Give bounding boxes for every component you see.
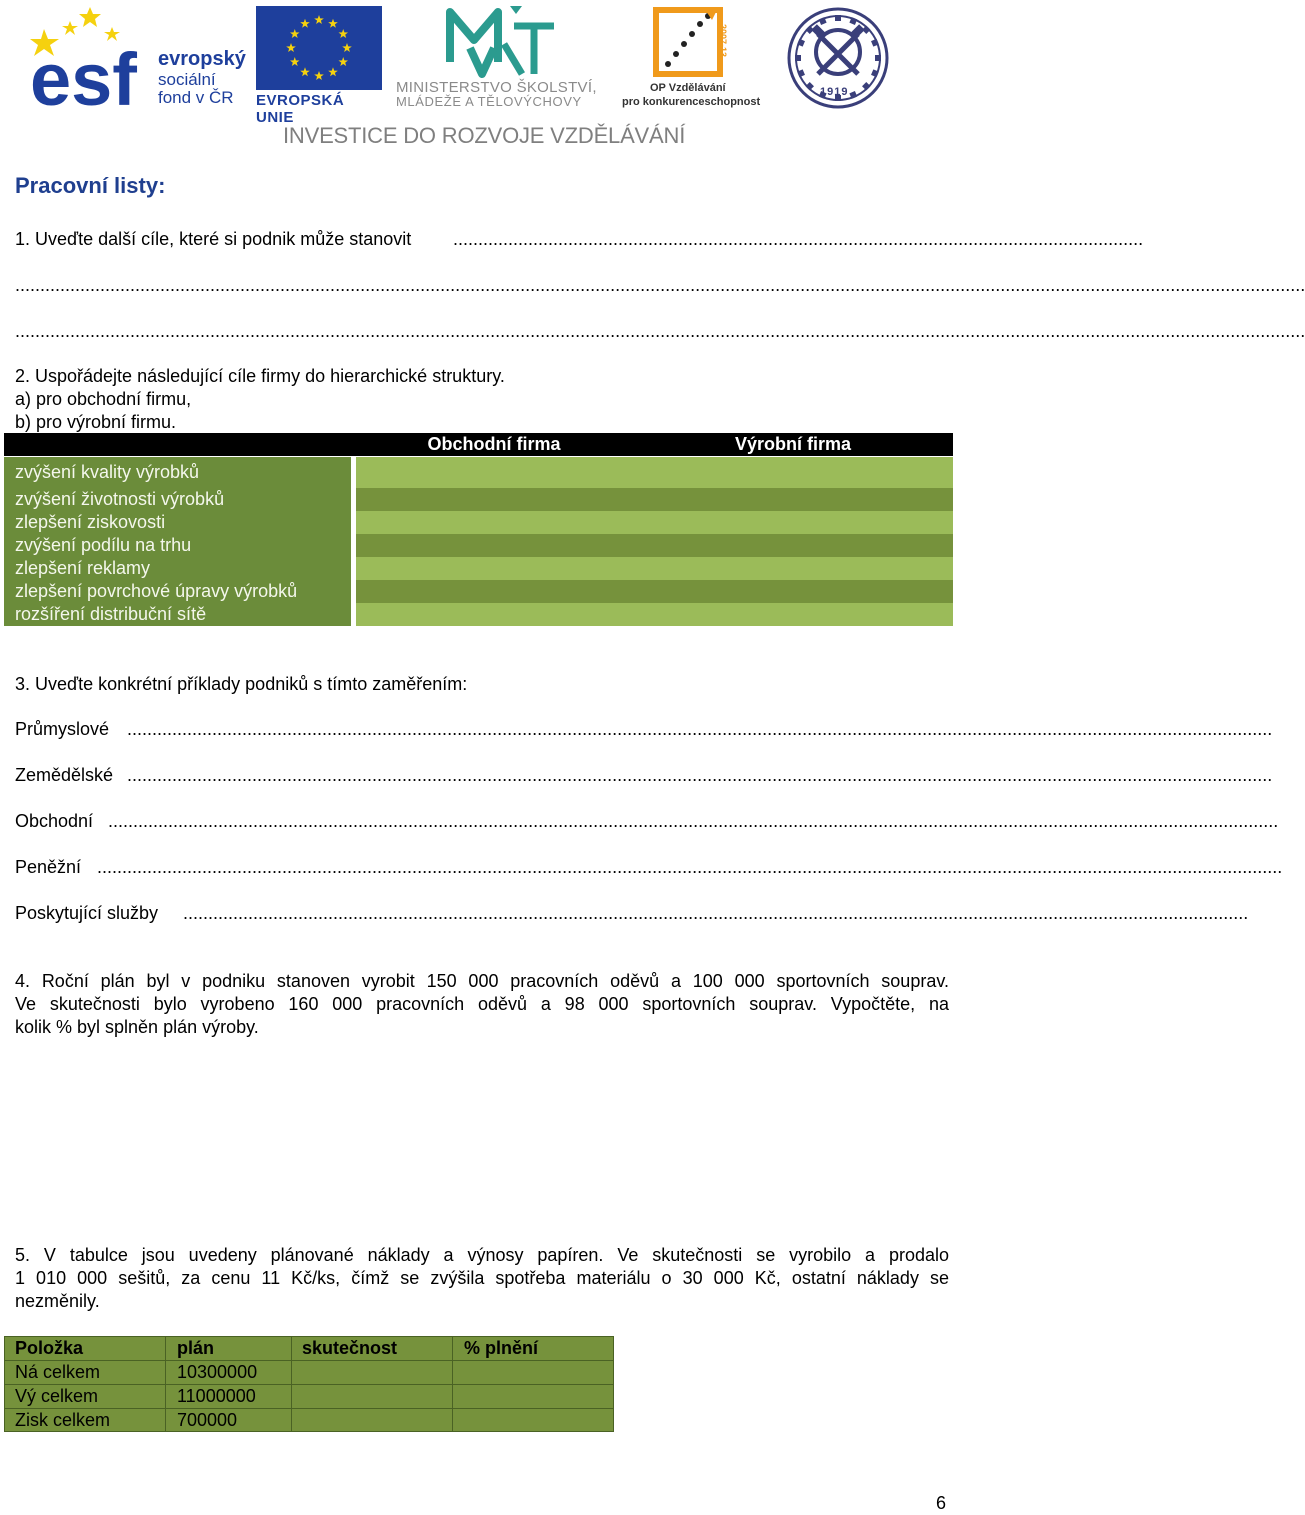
answer-line[interactable]: .................................................................................................................................................................................................................................................................. xyxy=(15,275,1305,295)
answer-line[interactable]: .......................................................................................................................................... xyxy=(453,229,1144,249)
question-2-a: a) pro obchodní firmu, xyxy=(15,389,192,409)
question-4-line: kolik % byl splněn plán výroby. xyxy=(15,1017,259,1037)
star-icon xyxy=(339,57,349,66)
question-2-text: 2. Uspořádejte následující cíle firmy do hierarchické struktury. xyxy=(15,366,505,386)
gear-tooth-icon xyxy=(862,82,870,90)
answer-row[interactable] xyxy=(356,511,953,534)
esf-line2: sociální xyxy=(158,70,216,89)
page-number: 6 xyxy=(936,1493,947,1513)
answer-line[interactable]: ..................................................................................................................................................................................................................................... xyxy=(127,719,1273,739)
sector-label: Poskytující služby xyxy=(15,903,159,923)
star-icon xyxy=(300,19,310,28)
column-header-obchodni: Obchodní firma xyxy=(427,434,561,454)
question-5-line: nezměnily. xyxy=(15,1291,100,1311)
star-icon xyxy=(290,29,300,38)
column-header-vyrobni: Výrobní firma xyxy=(734,434,852,454)
column-header-plneni: % plnění xyxy=(464,1338,539,1358)
esf-line3: fond v ČR xyxy=(158,88,234,107)
star-icon xyxy=(328,19,338,28)
question-5-line: 5. V tabulce jsou uvedeny plánované náklady a výnosy papíren. Ve skutečnosti se vyrobilo a prodalo xyxy=(15,1245,949,1265)
table-cell: Vý celkem xyxy=(15,1386,99,1406)
answer-cell[interactable] xyxy=(453,1361,613,1384)
goal-item: zlepšení ziskovosti xyxy=(15,512,166,532)
seal-year: 1919 xyxy=(820,86,849,98)
eu-flag-icon xyxy=(256,6,382,90)
page-title: Pracovní listy: xyxy=(15,173,166,198)
table-cell: 700000 xyxy=(177,1410,238,1430)
star-icon xyxy=(290,57,300,66)
answer-line[interactable]: ............................................................................................................................................................................................................................................. xyxy=(97,857,1283,877)
star-icon xyxy=(328,67,338,76)
answer-line[interactable]: .................................................................................................................................................................................................................................................................. xyxy=(15,321,1305,341)
gear-tooth-icon xyxy=(875,55,881,61)
msmt-line1: MINISTERSTVO ŠKOLSTVÍ, xyxy=(396,79,597,96)
gear-tooth-icon xyxy=(795,55,801,61)
answer-row[interactable] xyxy=(356,488,953,511)
goal-item: zlepšení povrchové úpravy výrobků xyxy=(15,581,298,601)
op-line1: OP Vzdělávání xyxy=(650,82,726,94)
table-cell: Zisk celkem xyxy=(15,1410,111,1430)
star-icon xyxy=(314,71,324,80)
question-1-text: 1. Uveďte další cíle, které si podnik může stanovit xyxy=(15,229,412,249)
goal-item: rozšíření distribuční sítě xyxy=(15,604,207,624)
star-icon xyxy=(314,15,324,24)
answer-row[interactable] xyxy=(356,557,953,580)
esf-line1: evropský xyxy=(158,48,246,70)
msmt-emblem-icon xyxy=(392,4,612,80)
question-4-line: 4. Roční plán byl v podniku stanoven vyrobit 150 000 pracovních oděvů a 100 000 sportovních souprav. xyxy=(15,971,949,991)
sector-label: Obchodní xyxy=(15,811,94,831)
gear-tooth-icon xyxy=(835,15,841,21)
school-seal-logo xyxy=(786,6,890,110)
answer-cell[interactable] xyxy=(292,1385,452,1408)
answer-line[interactable]: ..................................................................................................................................................................................................................................... xyxy=(127,765,1273,785)
question-2-b: b) pro výrobní firmu. xyxy=(15,412,177,432)
goal-item: zvýšení kvality výrobků xyxy=(15,462,200,482)
op-years: 2007-13 xyxy=(718,24,728,58)
answer-row[interactable] xyxy=(356,534,953,557)
answer-row[interactable] xyxy=(356,603,953,626)
op-line2: pro konkurenceschopnost xyxy=(622,96,761,108)
question-3-text: 3. Uveďte konkrétní příklady podniků s tímto zaměřením: xyxy=(15,674,468,694)
goal-item: zvýšení podílu na trhu xyxy=(15,535,192,555)
answer-cell[interactable] xyxy=(453,1409,613,1432)
msmt-line2: MLÁDEŽE A TĚLOVÝCHOVY xyxy=(396,94,582,109)
goal-item: zlepšení reklamy xyxy=(15,558,151,578)
answer-cell[interactable] xyxy=(292,1361,452,1384)
svg-text:esf: esf xyxy=(30,38,137,121)
sector-label: Peněžní xyxy=(15,857,82,877)
answer-row[interactable] xyxy=(356,457,953,488)
answer-line[interactable]: ..................................................................................................................................................................................................................... xyxy=(183,903,1249,923)
question-5-line: 1 010 000 sešitů, za cenu 11 Kč/ks, čímž se zvýšila spotřeba materiálu o 30 000 Kč, ostatní náklady se xyxy=(15,1268,949,1288)
op-emblem-icon xyxy=(620,4,762,84)
table-cell: 11000000 xyxy=(177,1386,256,1406)
table-divider xyxy=(351,457,355,626)
gear-tooth-icon xyxy=(805,82,813,90)
header-tagline: INVESTICE DO ROZVOJE VZDĚLÁVÁNÍ xyxy=(283,123,686,148)
column-header-polozka: Položka xyxy=(15,1338,84,1358)
table-cell: Ná celkem xyxy=(15,1362,101,1382)
column-header-skutecnost: skutečnost xyxy=(302,1338,398,1358)
star-icon xyxy=(286,43,296,52)
sector-label: Průmyslové xyxy=(15,719,110,739)
msmt-logo xyxy=(392,4,612,110)
op-logo xyxy=(620,4,762,110)
column-header-plan: plán xyxy=(177,1338,215,1358)
esf-logo xyxy=(30,5,248,121)
answer-cell[interactable] xyxy=(292,1409,452,1432)
goal-item: zvýšení životnosti výrobků xyxy=(15,489,225,509)
question-4-line: Ve skutečnosti bylo vyrobeno 160 000 pracovních oděvů a 98 000 sportovních souprav. Vypočtěte, na xyxy=(15,994,949,1014)
eu-logo xyxy=(256,6,382,126)
answer-line[interactable]: .......................................................................................................................................................................................................................................... xyxy=(108,811,1279,831)
eu-logo-text: EVROPSKÁ UNIE xyxy=(256,92,345,126)
answer-row[interactable] xyxy=(356,580,953,603)
star-icon xyxy=(300,67,310,76)
answer-cell[interactable] xyxy=(453,1385,613,1408)
table-cell: 10300000 xyxy=(177,1362,258,1382)
star-icon xyxy=(342,43,352,52)
star-icon xyxy=(339,29,349,38)
sector-label: Zemědělské xyxy=(15,765,114,785)
